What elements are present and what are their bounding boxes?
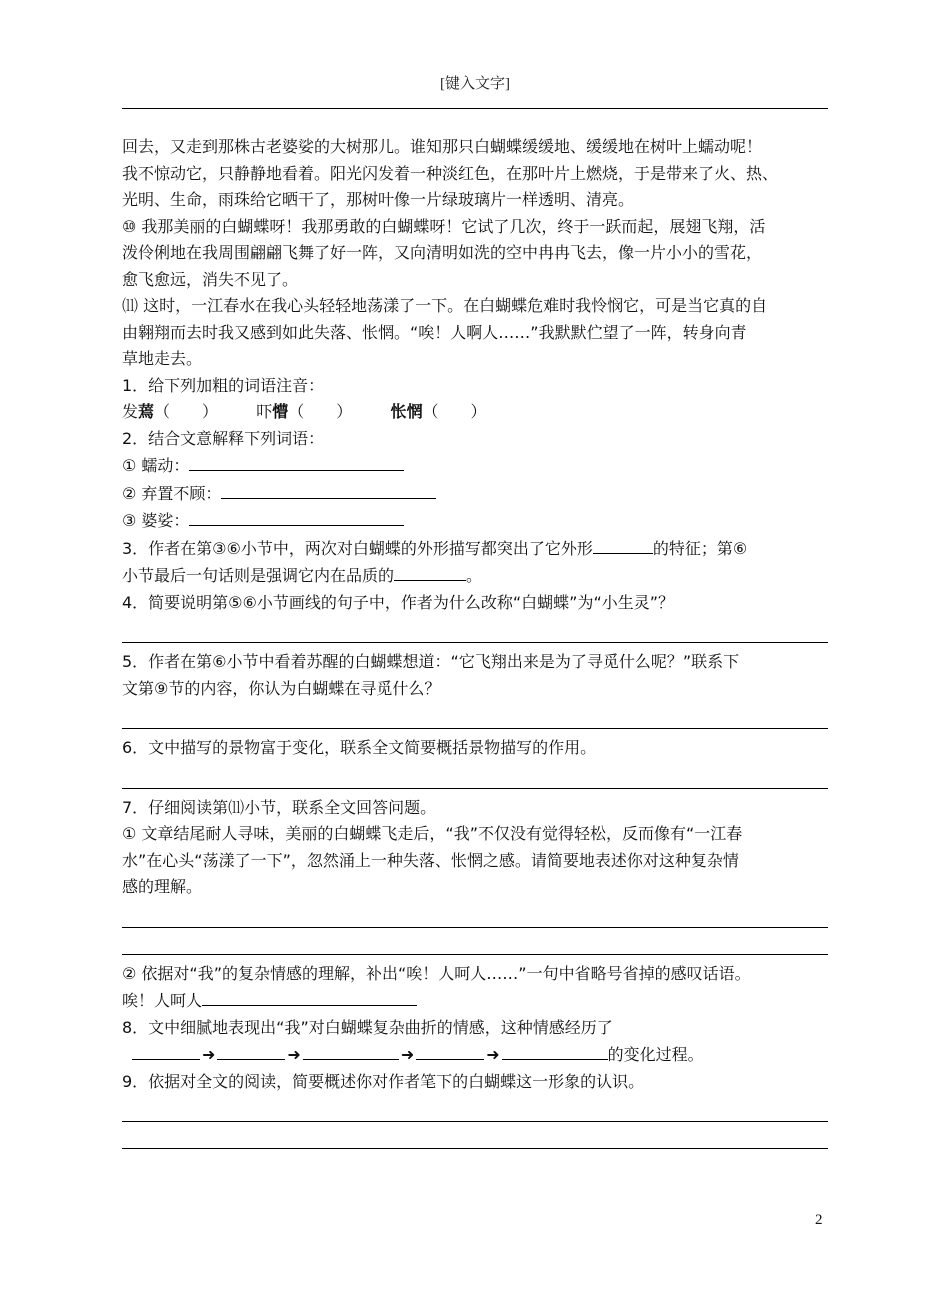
question-1-title: 1．给下列加粗的词语注音： <box>122 375 325 395</box>
question-8-chain <box>122 1041 828 1069</box>
question-3-line <box>122 562 828 590</box>
q2-item-label: ② 弃置不顾： <box>122 483 222 503</box>
answer-blank[interactable] <box>303 1041 399 1060</box>
q2-item <box>122 480 828 508</box>
question-4: 4．简要说明第⑤⑥小节画线的句子中，作者为什么改称“白蝴蝶”为“小生灵”？ <box>122 592 675 612</box>
answer-blank[interactable] <box>189 507 404 526</box>
q3-text: 。 <box>466 566 483 585</box>
page-header: [键入文字] <box>440 76 510 92</box>
answer-line[interactable] <box>122 702 828 729</box>
paragraph-line: 我不惊动它，只静静地看着。阳光闪发着一种淡红色，在那叶片上燃烧，于是带来了火、热、 <box>122 163 779 183</box>
question-1-items <box>122 399 828 426</box>
paragraph-10-line: 愈飞愈远，消失不见了。 <box>122 269 299 289</box>
question-5-line: 文第⑨节的内容，你认为白蝴蝶在寻觅什么？ <box>122 678 441 698</box>
answer-blank[interactable] <box>394 562 466 581</box>
question-8-line: 8．文中细腻地表现出“我”对白蝴蝶复杂曲折的情感，这种情感经历了 <box>122 1017 613 1037</box>
q1-bold-word: 懵 <box>272 402 289 421</box>
answer-blank[interactable] <box>221 480 436 499</box>
q1-answer-paren[interactable]: （ ） <box>154 402 219 421</box>
q2-item-label: ③ 婆娑： <box>122 511 190 530</box>
paragraph-10-line: ⑩ 我那美丽的白蝴蝶呀！我那勇敢的白蝴蝶呀！它试了几次，终于一跃而起，展翅飞翔，活 <box>122 216 766 236</box>
paragraph-line: 光明、生命，雨珠给它晒干了，那树叶像一片绿玻璃片一样透明、清亮。 <box>122 190 635 209</box>
question-7-title: 7．仔细阅读第⑾小节，联系全文回答问题。 <box>122 797 437 817</box>
paragraph-10-line: 泼伶俐地在我周围翩翩飞舞了好一阵，又向清明如洗的空中冉冉飞去，像一片小小的雪花， <box>122 243 763 262</box>
q2-item <box>122 452 828 480</box>
answer-blank[interactable] <box>416 1041 484 1060</box>
paragraph-line: 回去，又走到那株古老婆娑的大树那儿。谁知那只白蝴蝶缓缓地、缓缓地在树叶上蠕动呢！ <box>122 137 763 156</box>
answer-blank[interactable] <box>189 452 404 471</box>
question-7-2-line: ② 依据对“我”的复杂情感的理解，补出“唉！人呵人……”一句中省略号省掉的感叹话语。 <box>122 963 751 983</box>
q1-item-prefix: 吓 <box>256 402 273 421</box>
q7-2-prefix: 唉！人呵人 <box>122 991 203 1010</box>
question-7-1-line: ① 文章结尾耐人寻味，美丽的白蝴蝶飞走后，“我”不仅没有觉得轻松，反而像有“一江春 <box>122 824 743 843</box>
answer-blank[interactable] <box>593 535 653 554</box>
q1-answer-paren[interactable]: （ ） <box>288 402 353 421</box>
document-body <box>122 134 828 1149</box>
q3-text: 小节最后一句话则是强调它内在品质的 <box>122 566 395 585</box>
paragraph-11-line: 草地走去。 <box>122 349 203 368</box>
arrow-right-icon: ➜ <box>202 1045 216 1064</box>
q2-item-label: ① 蠕动： <box>122 456 190 475</box>
answer-blank[interactable] <box>502 1041 608 1060</box>
page-number: 2 <box>815 1212 823 1228</box>
answer-blank[interactable] <box>217 1041 285 1060</box>
q8-text: 的变化过程。 <box>607 1045 704 1064</box>
question-5-line: 5．作者在第⑥小节中看着苏醒的白蝴蝶想道：“它飞翔出来是为了寻觅什么呢？”联系下 <box>122 652 740 671</box>
q1-answer-paren[interactable]: （ ） <box>422 402 487 421</box>
question-7-2-line <box>122 987 828 1015</box>
paragraph-11-line: ⑾ 这时，一江春水在我心头轻轻地荡漾了一下。在白蝴蝶危难时我怜悯它，可是当它真的自 <box>122 296 768 315</box>
q3-text: 的特征；第⑥ <box>652 538 748 558</box>
paragraph-11-line: 由翱翔而去时我又感到如此失落、怅惘。“唉！人啊人……”我默默伫望了一阵，转身向青 <box>122 322 747 342</box>
q1-bold-word: 蔫 <box>138 402 155 421</box>
question-6: 6．文中描写的景物富于变化，联系全文简要概括景物描写的作用。 <box>122 738 597 757</box>
answer-line[interactable] <box>122 616 828 643</box>
q1-item-prefix: 发 <box>122 402 139 421</box>
answer-blank[interactable] <box>202 987 417 1006</box>
answer-line[interactable] <box>122 901 828 928</box>
question-7-1-line: 感的理解。 <box>122 877 203 896</box>
arrow-right-icon: ➜ <box>400 1045 415 1064</box>
question-9: 9．依据对全文的阅读，简要概述你对作者笔下的白蝴蝶这一形象的认识。 <box>122 1071 645 1091</box>
arrow-right-icon: ➜ <box>287 1045 301 1064</box>
answer-blank[interactable] <box>132 1041 200 1060</box>
q3-text: 3．作者在第③⑥小节中，两次对白蝴蝶的外形描写都突出了它外形 <box>122 538 593 558</box>
q1-bold-word: 怅惘 <box>390 402 423 421</box>
header-divider <box>122 108 828 109</box>
answer-line[interactable] <box>122 1122 828 1149</box>
arrow-right-icon: ➜ <box>486 1045 500 1064</box>
answer-line[interactable] <box>122 928 828 955</box>
question-3-line <box>122 535 828 563</box>
question-7-1-line: 水”在心头“荡漾了一下”，忽然涌上一种失落、怅惘之感。请简要地表述你对这种复杂情 <box>122 850 739 870</box>
answer-line[interactable] <box>122 762 828 789</box>
q2-item <box>122 507 828 535</box>
question-2-title: 2．结合文意解释下列词语： <box>122 428 325 448</box>
answer-line[interactable] <box>122 1095 828 1122</box>
